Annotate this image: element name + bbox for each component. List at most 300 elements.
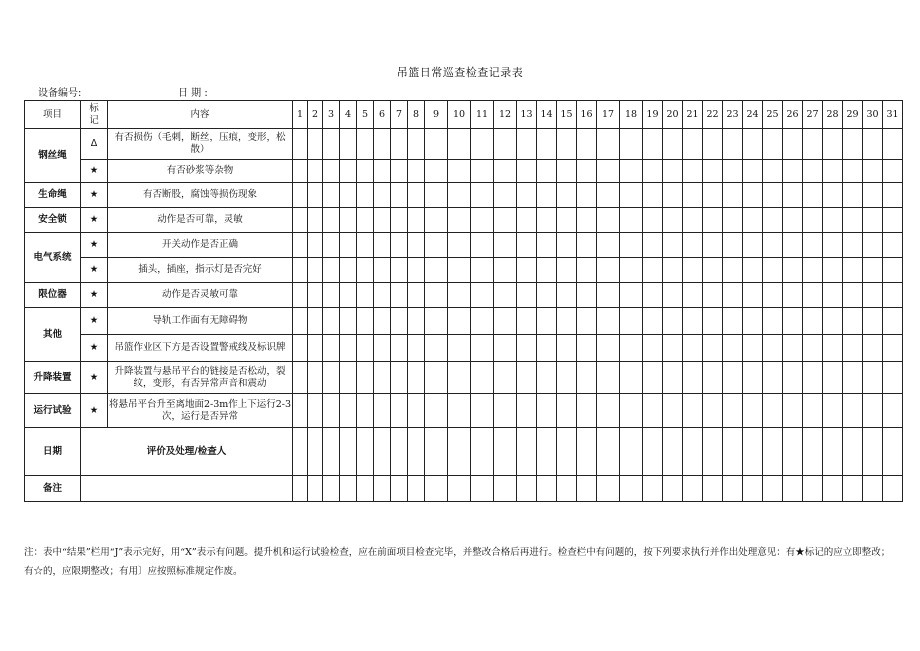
- day-cell: [357, 476, 374, 502]
- day-cell: [471, 233, 494, 258]
- mark-symbol: ★: [81, 208, 108, 233]
- table-row: [25, 283, 903, 308]
- day-cell: [537, 208, 557, 233]
- day-cell: [408, 129, 425, 160]
- day-cell: [374, 308, 391, 335]
- day-cell: [703, 283, 723, 308]
- check-content: 开关动作是否正确: [108, 233, 293, 258]
- day-cell: [471, 258, 494, 283]
- day-cell: [783, 308, 803, 335]
- day-cell: [663, 183, 683, 208]
- day-cell: [620, 308, 643, 335]
- day-cell: [763, 394, 783, 428]
- table-row: [25, 308, 903, 335]
- day-cell: [783, 283, 803, 308]
- day-cell: [425, 183, 448, 208]
- day-cell: [340, 335, 357, 362]
- day-cell: [494, 283, 517, 308]
- day-cell: [663, 308, 683, 335]
- header-mark: 标记: [81, 101, 108, 129]
- mark-symbol: Δ: [81, 129, 108, 160]
- day-cell: [703, 129, 723, 160]
- day-cell: [323, 208, 340, 233]
- day-cell: [425, 129, 448, 160]
- day-cell: [517, 160, 537, 183]
- day-cell: [683, 233, 703, 258]
- day-cell: [723, 476, 743, 502]
- day-cell: [537, 129, 557, 160]
- day-cell: [374, 335, 391, 362]
- day-header: 11: [471, 101, 494, 129]
- day-cell: [703, 308, 723, 335]
- day-cell: [557, 476, 577, 502]
- day-cell: [863, 335, 883, 362]
- day-cell: [597, 183, 620, 208]
- mark-symbol: ★: [81, 233, 108, 258]
- check-content: 升降装置与悬吊平台的链接是否松动，裂纹，变形，有否异常声音和震动: [108, 362, 293, 394]
- day-cell: [597, 335, 620, 362]
- day-cell: [293, 283, 308, 308]
- day-cell: [743, 362, 763, 394]
- day-cell: [408, 160, 425, 183]
- day-cell: [340, 129, 357, 160]
- day-cell: [703, 208, 723, 233]
- day-cell: [683, 335, 703, 362]
- day-cell: [683, 428, 703, 476]
- day-cell: [323, 160, 340, 183]
- day-cell: [883, 129, 903, 160]
- day-cell: [340, 476, 357, 502]
- day-cell: [494, 233, 517, 258]
- day-cell: [763, 208, 783, 233]
- day-cell: [883, 308, 903, 335]
- day-cell: [391, 129, 408, 160]
- day-cell: [374, 129, 391, 160]
- day-cell: [293, 208, 308, 233]
- day-cell: [843, 476, 863, 502]
- day-cell: [340, 208, 357, 233]
- day-cell: [340, 283, 357, 308]
- day-cell: [763, 308, 783, 335]
- day-cell: [803, 283, 823, 308]
- day-cell: [577, 258, 597, 283]
- day-cell: [340, 308, 357, 335]
- day-cell: [643, 208, 663, 233]
- day-cell: [743, 183, 763, 208]
- day-header: 27: [803, 101, 823, 129]
- day-cell: [703, 362, 723, 394]
- day-cell: [340, 394, 357, 428]
- day-cell: [577, 208, 597, 233]
- day-cell: [620, 283, 643, 308]
- day-cell: [425, 394, 448, 428]
- day-cell: [408, 258, 425, 283]
- day-cell: [517, 233, 537, 258]
- day-cell: [663, 233, 683, 258]
- day-header: 3: [323, 101, 340, 129]
- item-name: 电气系统: [25, 233, 81, 283]
- day-cell: [577, 428, 597, 476]
- footnote: 注：表中“结果”栏用“J”表示完好，用“X”表示有问题。提升机和运行试验检查，应在前面项目检查完毕，并整改合格后再进行。检查栏中有问题的，按下列要求执行并作出处理意见：有★标记的应立即整改；有☆的，应限期整改；有用〕应按照标准规定作废。: [24, 547, 891, 577]
- header-item: 项目: [25, 101, 81, 129]
- day-cell: [683, 129, 703, 160]
- day-header: 4: [340, 101, 357, 129]
- day-cell: [863, 160, 883, 183]
- day-header: 29: [843, 101, 863, 129]
- table-row: [25, 362, 903, 394]
- day-cell: [391, 160, 408, 183]
- check-content: 将悬吊平台升至离地面2-3m作上下运行2-3次，运行是否异常: [108, 394, 293, 428]
- equipment-number-label: 设备编号:: [38, 88, 82, 99]
- day-cell: [577, 476, 597, 502]
- day-cell: [408, 476, 425, 502]
- day-cell: [620, 362, 643, 394]
- day-cell: [843, 308, 863, 335]
- day-cell: [883, 183, 903, 208]
- day-cell: [703, 335, 723, 362]
- day-cell: [374, 476, 391, 502]
- day-cell: [357, 283, 374, 308]
- day-cell: [683, 208, 703, 233]
- day-cell: [557, 258, 577, 283]
- day-cell: [471, 428, 494, 476]
- day-header: 14: [537, 101, 557, 129]
- day-cell: [391, 394, 408, 428]
- footer-row: [25, 428, 903, 476]
- day-cell: [448, 208, 471, 233]
- day-cell: [763, 335, 783, 362]
- check-content: 动作是否可靠，灵敏: [108, 208, 293, 233]
- day-cell: [663, 283, 683, 308]
- day-cell: [425, 476, 448, 502]
- footer-row: [25, 476, 903, 502]
- mark-symbol: ★: [81, 183, 108, 208]
- day-cell: [517, 308, 537, 335]
- day-cell: [577, 160, 597, 183]
- day-cell: [723, 129, 743, 160]
- day-cell: [803, 394, 823, 428]
- day-cell: [577, 129, 597, 160]
- day-cell: [843, 335, 863, 362]
- day-cell: [743, 129, 763, 160]
- day-cell: [293, 160, 308, 183]
- check-content: 导轨工作面有无障碍物: [108, 308, 293, 335]
- day-cell: [293, 183, 308, 208]
- day-header: 26: [783, 101, 803, 129]
- day-cell: [308, 428, 323, 476]
- day-cell: [783, 258, 803, 283]
- day-cell: [293, 129, 308, 160]
- day-cell: [471, 335, 494, 362]
- day-cell: [803, 129, 823, 160]
- check-content: 有否砂浆等杂物: [108, 160, 293, 183]
- day-cell: [517, 258, 537, 283]
- day-cell: [843, 233, 863, 258]
- day-cell: [803, 335, 823, 362]
- day-cell: [374, 208, 391, 233]
- day-cell: [517, 476, 537, 502]
- day-cell: [643, 258, 663, 283]
- day-cell: [703, 476, 723, 502]
- day-cell: [863, 258, 883, 283]
- day-cell: [703, 233, 723, 258]
- day-cell: [843, 428, 863, 476]
- day-cell: [823, 428, 843, 476]
- day-header: 20: [663, 101, 683, 129]
- day-cell: [843, 258, 863, 283]
- day-cell: [663, 160, 683, 183]
- day-cell: [823, 362, 843, 394]
- day-cell: [323, 129, 340, 160]
- day-cell: [537, 362, 557, 394]
- day-cell: [425, 308, 448, 335]
- day-cell: [357, 394, 374, 428]
- check-content: 吊篮作业区下方是否设置警戒线及标识牌: [108, 335, 293, 362]
- day-cell: [723, 394, 743, 428]
- day-cell: [323, 283, 340, 308]
- day-cell: [471, 362, 494, 394]
- day-cell: [663, 428, 683, 476]
- day-cell: [374, 233, 391, 258]
- day-cell: [357, 208, 374, 233]
- day-cell: [620, 394, 643, 428]
- day-cell: [374, 362, 391, 394]
- day-cell: [448, 160, 471, 183]
- day-header: 30: [863, 101, 883, 129]
- mark-symbol: ★: [81, 283, 108, 308]
- day-cell: [883, 258, 903, 283]
- day-cell: [323, 233, 340, 258]
- day-cell: [323, 362, 340, 394]
- day-cell: [448, 258, 471, 283]
- day-cell: [763, 129, 783, 160]
- day-cell: [883, 428, 903, 476]
- day-cell: [471, 476, 494, 502]
- day-cell: [323, 476, 340, 502]
- header-content: 内容: [108, 101, 293, 129]
- day-cell: [823, 208, 843, 233]
- day-cell: [597, 233, 620, 258]
- item-name: 升降装置: [25, 362, 81, 394]
- day-cell: [620, 476, 643, 502]
- day-cell: [620, 160, 643, 183]
- day-cell: [494, 129, 517, 160]
- day-cell: [597, 208, 620, 233]
- day-cell: [293, 476, 308, 502]
- day-cell: [663, 208, 683, 233]
- day-header: 18: [620, 101, 643, 129]
- day-cell: [577, 394, 597, 428]
- day-header: 15: [557, 101, 577, 129]
- day-cell: [843, 129, 863, 160]
- day-cell: [823, 394, 843, 428]
- day-cell: [783, 208, 803, 233]
- day-cell: [494, 183, 517, 208]
- day-cell: [425, 208, 448, 233]
- day-cell: [723, 428, 743, 476]
- day-cell: [723, 233, 743, 258]
- day-cell: [823, 258, 843, 283]
- day-header: 2: [308, 101, 323, 129]
- day-cell: [494, 394, 517, 428]
- day-cell: [663, 362, 683, 394]
- day-cell: [743, 283, 763, 308]
- day-cell: [863, 283, 883, 308]
- day-cell: [557, 394, 577, 428]
- day-cell: [823, 476, 843, 502]
- check-content: 插头，插座，指示灯是否完好: [108, 258, 293, 283]
- day-cell: [823, 183, 843, 208]
- day-cell: [448, 183, 471, 208]
- day-cell: [743, 233, 763, 258]
- day-cell: [843, 283, 863, 308]
- day-cell: [308, 233, 323, 258]
- day-cell: [557, 208, 577, 233]
- day-cell: [663, 476, 683, 502]
- day-cell: [391, 283, 408, 308]
- day-cell: [340, 160, 357, 183]
- day-cell: [863, 183, 883, 208]
- day-cell: [863, 362, 883, 394]
- day-header: 17: [597, 101, 620, 129]
- day-header: 13: [517, 101, 537, 129]
- day-cell: [340, 428, 357, 476]
- day-cell: [471, 308, 494, 335]
- day-cell: [323, 258, 340, 283]
- day-cell: [843, 208, 863, 233]
- day-cell: [323, 335, 340, 362]
- day-cell: [517, 129, 537, 160]
- day-cell: [293, 394, 308, 428]
- day-cell: [597, 428, 620, 476]
- day-cell: [863, 428, 883, 476]
- day-cell: [391, 208, 408, 233]
- day-cell: [494, 258, 517, 283]
- day-cell: [357, 308, 374, 335]
- day-cell: [823, 160, 843, 183]
- day-cell: [408, 394, 425, 428]
- day-cell: [803, 258, 823, 283]
- day-cell: [823, 129, 843, 160]
- day-cell: [743, 428, 763, 476]
- day-cell: [517, 394, 537, 428]
- day-cell: [883, 335, 903, 362]
- day-cell: [783, 335, 803, 362]
- mark-symbol: ★: [81, 335, 108, 362]
- day-cell: [494, 160, 517, 183]
- day-cell: [620, 258, 643, 283]
- day-cell: [408, 183, 425, 208]
- day-cell: [803, 308, 823, 335]
- table-row: [25, 233, 903, 258]
- day-cell: [823, 283, 843, 308]
- day-cell: [448, 129, 471, 160]
- day-cell: [703, 428, 723, 476]
- day-cell: [471, 208, 494, 233]
- day-cell: [597, 394, 620, 428]
- day-cell: [843, 362, 863, 394]
- day-cell: [391, 258, 408, 283]
- day-cell: [408, 208, 425, 233]
- day-cell: [340, 183, 357, 208]
- day-cell: [494, 308, 517, 335]
- footer-label: 备注: [25, 476, 81, 502]
- day-cell: [308, 129, 323, 160]
- day-cell: [883, 233, 903, 258]
- day-cell: [883, 208, 903, 233]
- day-cell: [823, 335, 843, 362]
- day-cell: [743, 160, 763, 183]
- day-cell: [783, 129, 803, 160]
- day-header: 1: [293, 101, 308, 129]
- day-cell: [683, 476, 703, 502]
- day-cell: [643, 283, 663, 308]
- day-header: 25: [763, 101, 783, 129]
- day-cell: [557, 308, 577, 335]
- day-cell: [537, 394, 557, 428]
- day-cell: [703, 183, 723, 208]
- day-cell: [803, 428, 823, 476]
- day-cell: [620, 335, 643, 362]
- day-cell: [823, 308, 843, 335]
- day-cell: [425, 233, 448, 258]
- day-cell: [425, 283, 448, 308]
- day-cell: [723, 335, 743, 362]
- day-cell: [293, 362, 308, 394]
- day-cell: [843, 394, 863, 428]
- day-cell: [391, 233, 408, 258]
- day-cell: [537, 308, 557, 335]
- day-cell: [783, 362, 803, 394]
- day-cell: [557, 428, 577, 476]
- day-cell: [620, 233, 643, 258]
- day-cell: [763, 160, 783, 183]
- day-header: 10: [448, 101, 471, 129]
- day-cell: [683, 160, 703, 183]
- day-cell: [293, 428, 308, 476]
- day-cell: [374, 394, 391, 428]
- day-cell: [374, 428, 391, 476]
- day-cell: [537, 428, 557, 476]
- table-row: [25, 160, 903, 183]
- day-cell: [323, 308, 340, 335]
- day-cell: [471, 129, 494, 160]
- day-cell: [863, 308, 883, 335]
- day-cell: [408, 233, 425, 258]
- day-header: 5: [357, 101, 374, 129]
- day-cell: [448, 283, 471, 308]
- day-cell: [620, 183, 643, 208]
- day-cell: [340, 233, 357, 258]
- day-cell: [408, 362, 425, 394]
- day-cell: [643, 183, 663, 208]
- day-cell: [537, 335, 557, 362]
- mark-symbol: ★: [81, 308, 108, 335]
- day-cell: [763, 183, 783, 208]
- day-cell: [357, 129, 374, 160]
- day-cell: [863, 233, 883, 258]
- day-cell: [883, 362, 903, 394]
- day-cell: [643, 129, 663, 160]
- day-cell: [803, 183, 823, 208]
- day-cell: [743, 335, 763, 362]
- day-cell: [743, 394, 763, 428]
- day-cell: [494, 362, 517, 394]
- mark-symbol: ★: [81, 258, 108, 283]
- day-cell: [557, 335, 577, 362]
- day-header: 24: [743, 101, 763, 129]
- item-name: 生命绳: [25, 183, 81, 208]
